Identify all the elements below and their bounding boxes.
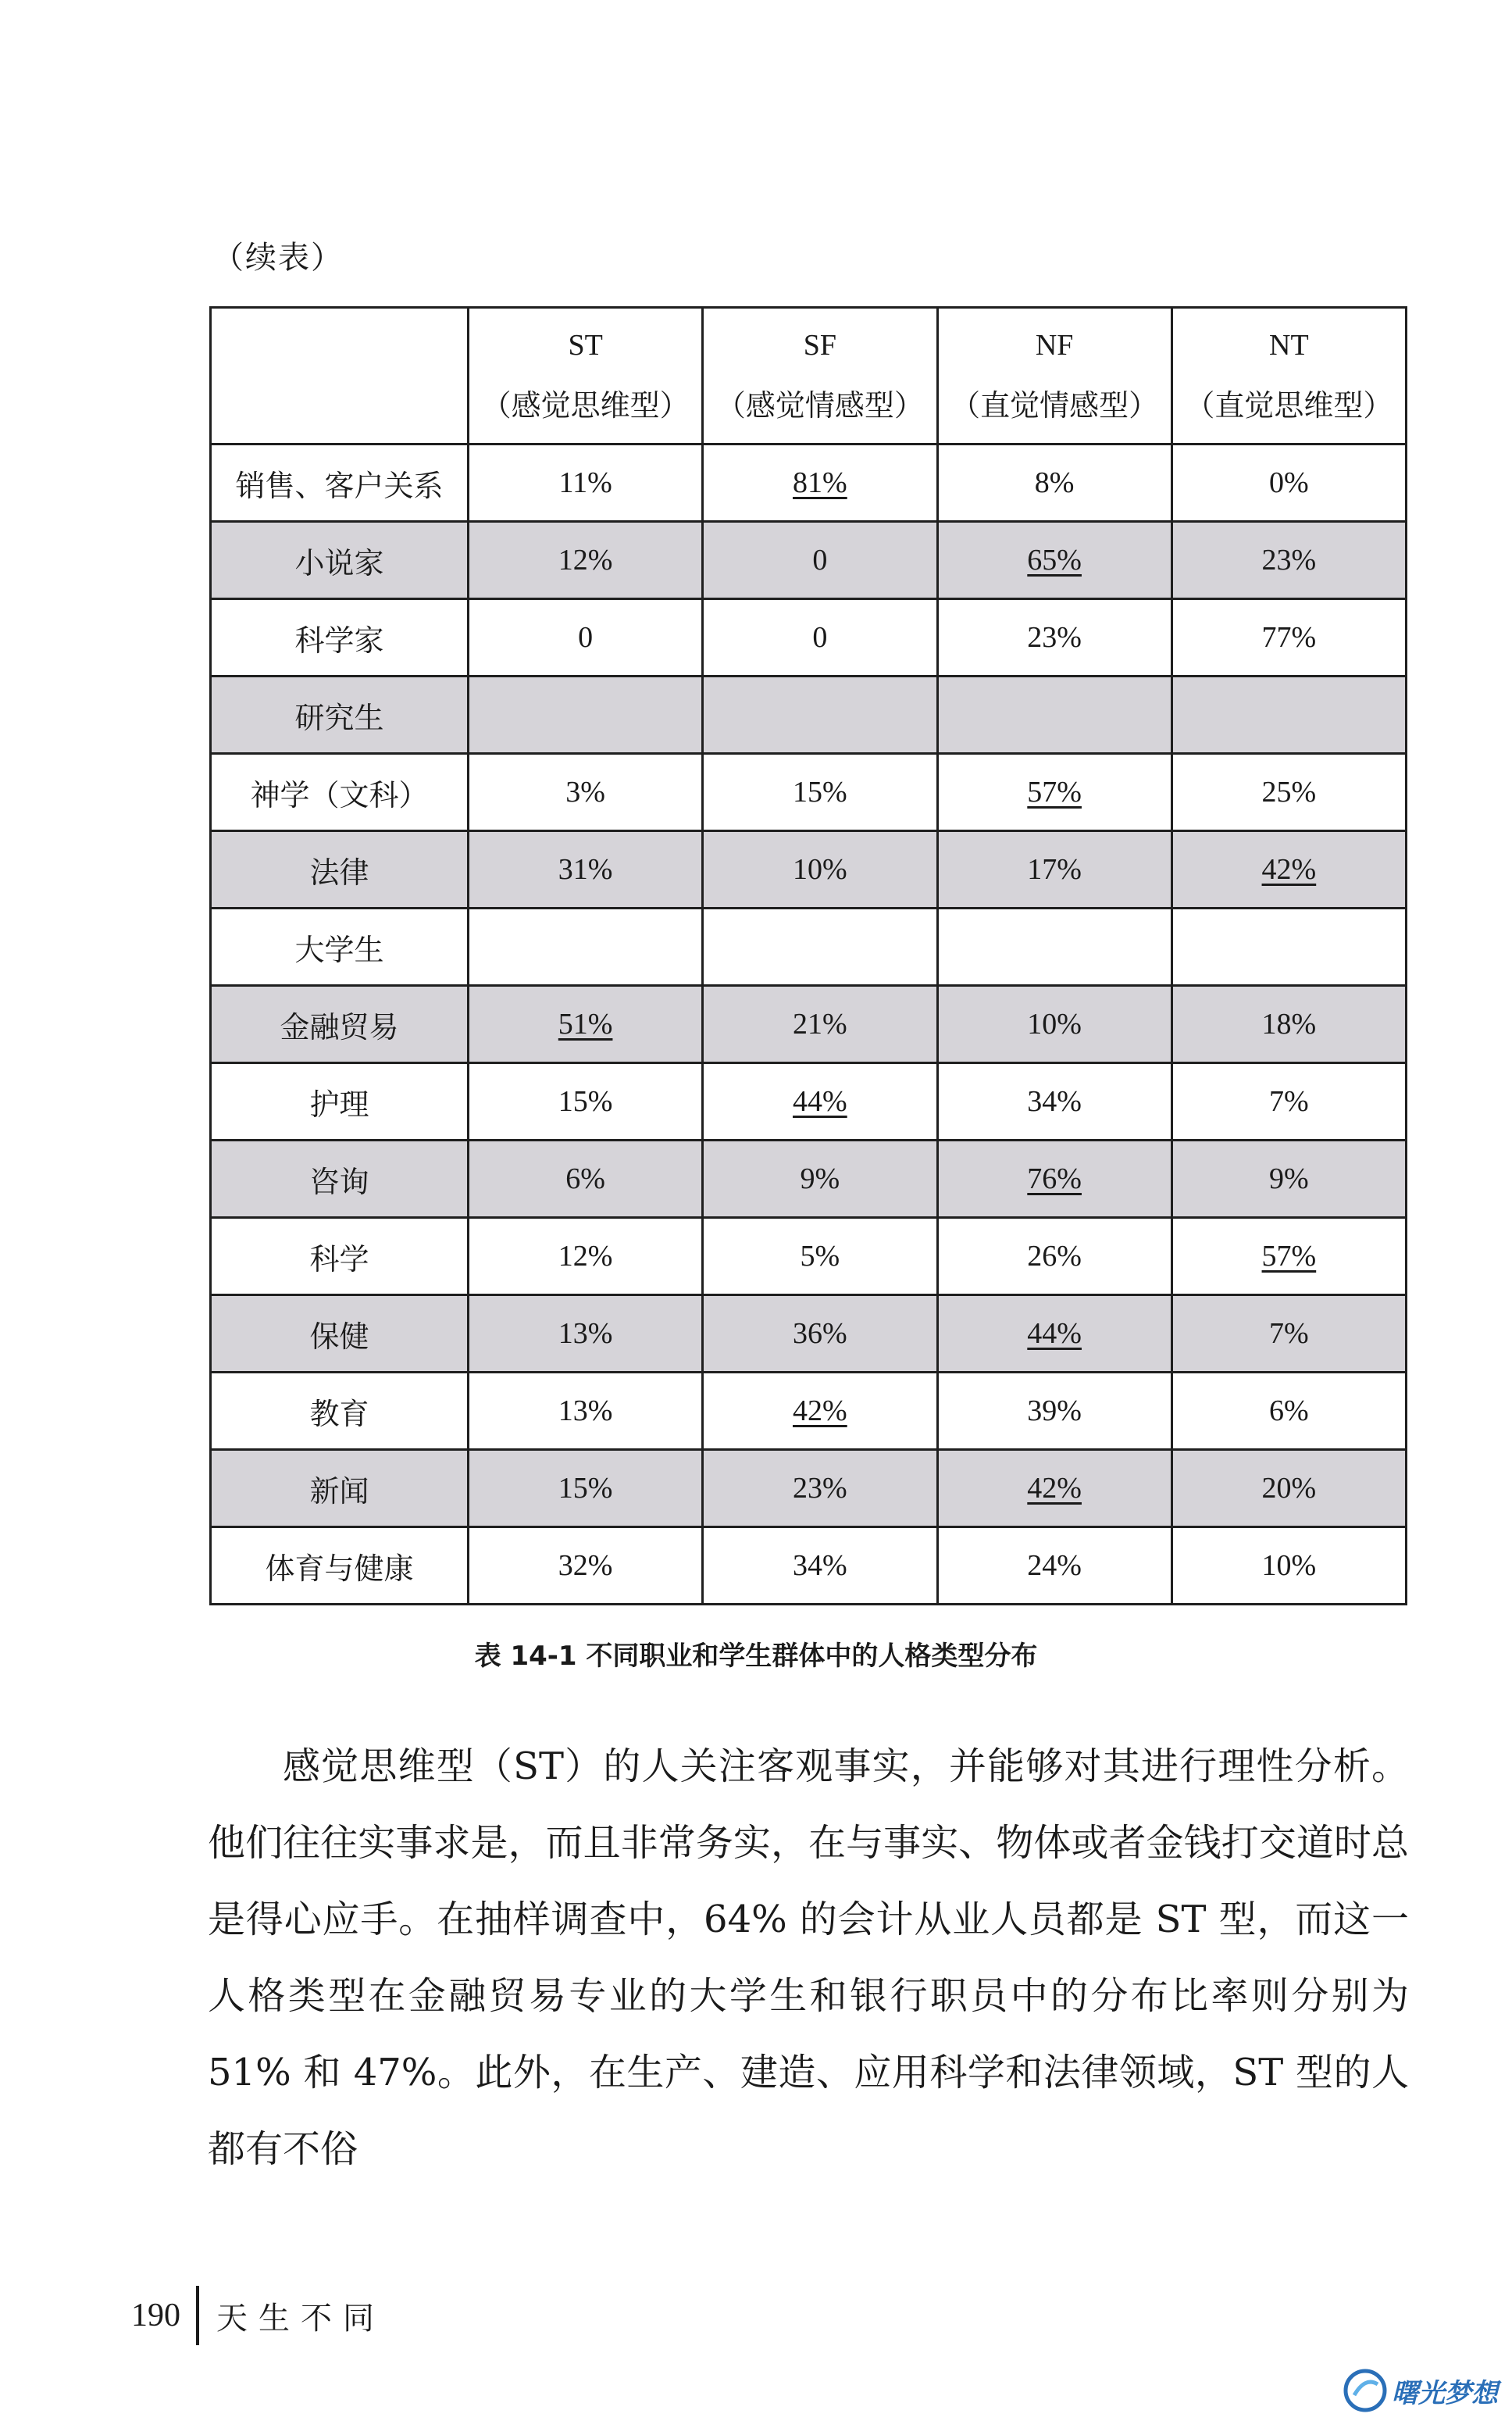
- percentage-cell: [469, 1450, 703, 1527]
- percentage-cell: [937, 599, 1171, 677]
- percentage-cell: [1171, 1373, 1406, 1450]
- table-row: [211, 1527, 1407, 1605]
- cell-value: 76%: [1027, 1162, 1082, 1195]
- cell-value: 5%: [800, 1240, 840, 1273]
- cell-value: 6%: [565, 1162, 605, 1195]
- percentage-cell: [937, 1295, 1171, 1373]
- percentage-cell: [1171, 1295, 1406, 1373]
- cell-value: 9%: [1269, 1162, 1309, 1195]
- percentage-cell: [1171, 986, 1406, 1063]
- row-label: 法律: [211, 831, 469, 909]
- body-paragraph: 感觉思维型（ST）的人关注客观事实，并能够对其进行理性分析。他们往往实事求是，而且非常务实，在与事实、物体或者金钱打交道时总是得心应手。在抽样调查中，64% 的会计从业人员都是 ST 型，而这一人格类型在金融贸易专业的大学生和银行职员中的分布比率则分别为 51% 和 47%。此外，在生产、建造、应用科学和法律领域，ST 型的人都有不俗: [208, 1744, 1409, 2171]
- cell-value: 65%: [1027, 544, 1082, 577]
- percentage-cell: [703, 1141, 937, 1218]
- page-footer: [131, 2284, 385, 2347]
- row-label: 教育: [211, 1373, 469, 1450]
- percentage-cell: [469, 986, 703, 1063]
- cell-value: 26%: [1027, 1240, 1082, 1273]
- column-code: SF: [803, 329, 837, 362]
- cell-value: 36%: [793, 1317, 847, 1350]
- percentage-cell: [469, 831, 703, 909]
- percentage-cell: [1171, 445, 1406, 522]
- header-corner-cell: [211, 308, 469, 445]
- row-label: 神学（文科）: [211, 754, 469, 831]
- percentage-cell: [469, 1218, 703, 1295]
- table-row: [211, 754, 1407, 831]
- cell-value: 0: [812, 544, 828, 577]
- table-row: [211, 1063, 1407, 1141]
- cell-value: 15%: [558, 1472, 613, 1505]
- table-row: [211, 986, 1407, 1063]
- percentage-cell: [703, 1218, 937, 1295]
- cell-value: 23%: [1027, 621, 1082, 654]
- percentage-cell: [937, 1218, 1171, 1295]
- cell-value: 10%: [1261, 1549, 1317, 1582]
- percentage-cell: [937, 1527, 1171, 1605]
- percentage-cell: [1171, 677, 1406, 754]
- watermark-logo-icon: [1343, 2369, 1387, 2412]
- table-row: [211, 1450, 1407, 1527]
- footer-divider: [196, 2286, 199, 2345]
- row-label: 护理: [211, 1063, 469, 1141]
- table-row: [211, 909, 1407, 986]
- percentage-cell: [469, 909, 703, 986]
- cell-value: 13%: [558, 1394, 613, 1427]
- cell-value: 39%: [1027, 1394, 1082, 1427]
- header-cell: [703, 308, 937, 445]
- percentage-cell: [1171, 522, 1406, 599]
- cell-value: 77%: [1261, 621, 1317, 654]
- cell-value: 57%: [1027, 776, 1082, 809]
- continued-label: （续表）: [212, 240, 344, 276]
- percentage-cell: [703, 599, 937, 677]
- row-label: 科学: [211, 1218, 469, 1295]
- cell-value: 12%: [558, 1240, 613, 1273]
- table-row: [211, 1141, 1407, 1218]
- cell-value: 0: [812, 621, 828, 654]
- table-row: [211, 522, 1407, 599]
- cell-value: 23%: [1261, 544, 1317, 577]
- row-label: 保健: [211, 1295, 469, 1373]
- percentage-cell: [469, 1527, 703, 1605]
- cell-value: 32%: [558, 1549, 613, 1582]
- cell-value: 12%: [558, 544, 613, 577]
- row-label: 体育与健康: [211, 1527, 469, 1605]
- percentage-cell: [937, 522, 1171, 599]
- header-cell: [937, 308, 1171, 445]
- percentage-cell: [469, 677, 703, 754]
- row-label: 咨询: [211, 1141, 469, 1218]
- cell-value: 0%: [1269, 466, 1309, 499]
- table-row: [211, 677, 1407, 754]
- percentage-cell: [1171, 909, 1406, 986]
- percentage-cell: [469, 522, 703, 599]
- cell-value: 7%: [1269, 1085, 1309, 1118]
- column-name: （感觉思维型）: [481, 390, 690, 423]
- cell-value: 3%: [565, 776, 605, 809]
- percentage-cell: [703, 677, 937, 754]
- percentage-cell: [937, 986, 1171, 1063]
- cell-value: 17%: [1027, 853, 1082, 886]
- percentage-cell: [469, 445, 703, 522]
- header-cell: [469, 308, 703, 445]
- percentage-cell: [703, 1295, 937, 1373]
- cell-value: 57%: [1261, 1240, 1317, 1273]
- watermark-text: 曙光梦想: [1392, 2377, 1498, 2409]
- percentage-cell: [469, 754, 703, 831]
- row-label: 销售、客户关系: [211, 445, 469, 522]
- percentage-cell: [703, 754, 937, 831]
- percentage-cell: [469, 599, 703, 677]
- row-label: 科学家: [211, 599, 469, 677]
- group-label: 大学生: [211, 909, 469, 986]
- percentage-cell: [703, 445, 937, 522]
- cell-value: 20%: [1261, 1472, 1317, 1505]
- cell-value: 11%: [558, 466, 612, 499]
- cell-value: 44%: [1027, 1317, 1082, 1350]
- table-row: [211, 599, 1407, 677]
- percentage-cell: [703, 1527, 937, 1605]
- watermark: [1343, 2369, 1498, 2412]
- cell-value: 51%: [558, 1008, 613, 1041]
- percentage-cell: [703, 1063, 937, 1141]
- percentage-cell: [703, 986, 937, 1063]
- column-name: （感觉情感型）: [715, 390, 924, 423]
- cell-value: 34%: [793, 1549, 847, 1582]
- column-code: NF: [1035, 329, 1074, 362]
- cell-value: 9%: [800, 1162, 840, 1195]
- percentage-cell: [937, 1141, 1171, 1218]
- percentage-cell: [937, 445, 1171, 522]
- table-caption: 表 14-1 不同职业和学生群体中的人格类型分布: [474, 1641, 1038, 1672]
- column-code: ST: [568, 329, 603, 362]
- cell-value: 15%: [793, 776, 847, 809]
- percentage-cell: [1171, 1450, 1406, 1527]
- cell-value: 24%: [1027, 1549, 1082, 1582]
- percentage-cell: [703, 522, 937, 599]
- row-label: 金融贸易: [211, 986, 469, 1063]
- percentage-cell: [937, 831, 1171, 909]
- cell-value: 81%: [793, 466, 847, 499]
- table-row: [211, 1373, 1407, 1450]
- percentage-cell: [469, 1295, 703, 1373]
- cell-value: 42%: [1261, 853, 1317, 886]
- column-name: （直觉情感型）: [950, 390, 1159, 423]
- percentage-cell: [703, 831, 937, 909]
- cell-value: 6%: [1269, 1394, 1309, 1427]
- cell-value: 25%: [1261, 776, 1317, 809]
- header-cell: [1171, 308, 1406, 445]
- group-label: 研究生: [211, 677, 469, 754]
- cell-value: 10%: [793, 853, 847, 886]
- percentage-cell: [937, 677, 1171, 754]
- percentage-cell: [1171, 599, 1406, 677]
- percentage-cell: [937, 754, 1171, 831]
- percentage-cell: [703, 1373, 937, 1450]
- table-header-row: [211, 308, 1407, 445]
- cell-value: 13%: [558, 1317, 613, 1350]
- percentage-cell: [1171, 1063, 1406, 1141]
- column-name: （直觉思维型）: [1185, 390, 1393, 423]
- book-title: 天生不同: [216, 2300, 385, 2337]
- cell-value: 8%: [1034, 466, 1075, 499]
- percentage-cell: [937, 1450, 1171, 1527]
- percentage-cell: [469, 1141, 703, 1218]
- cell-value: 42%: [1027, 1472, 1082, 1505]
- row-label: 新闻: [211, 1450, 469, 1527]
- percentage-cell: [937, 909, 1171, 986]
- percentage-cell: [703, 909, 937, 986]
- percentage-cell: [1171, 754, 1406, 831]
- cell-value: 21%: [793, 1008, 847, 1041]
- cell-value: 42%: [793, 1394, 847, 1427]
- table-row: [211, 1295, 1407, 1373]
- page-number: 190: [131, 2298, 180, 2333]
- percentage-cell: [1171, 831, 1406, 909]
- cell-value: 34%: [1027, 1085, 1082, 1118]
- percentage-cell: [703, 1450, 937, 1527]
- percentage-cell: [937, 1373, 1171, 1450]
- table-row: [211, 831, 1407, 909]
- table-row: [211, 1218, 1407, 1295]
- table-row: [211, 445, 1407, 522]
- percentage-cell: [1171, 1527, 1406, 1605]
- percentage-cell: [469, 1063, 703, 1141]
- cell-value: 10%: [1027, 1008, 1082, 1041]
- cell-value: 15%: [558, 1085, 613, 1118]
- cell-value: 44%: [793, 1085, 847, 1118]
- percentage-cell: [1171, 1218, 1406, 1295]
- percentage-cell: [1171, 1141, 1406, 1218]
- column-code: NT: [1269, 329, 1309, 362]
- personality-type-table: [209, 306, 1407, 1605]
- percentage-cell: [469, 1373, 703, 1450]
- row-label: 小说家: [211, 522, 469, 599]
- cell-value: 0: [578, 621, 594, 654]
- cell-value: 18%: [1261, 1008, 1317, 1041]
- cell-value: 23%: [793, 1472, 847, 1505]
- cell-value: 7%: [1269, 1317, 1309, 1350]
- cell-value: 31%: [558, 853, 613, 886]
- percentage-cell: [937, 1063, 1171, 1141]
